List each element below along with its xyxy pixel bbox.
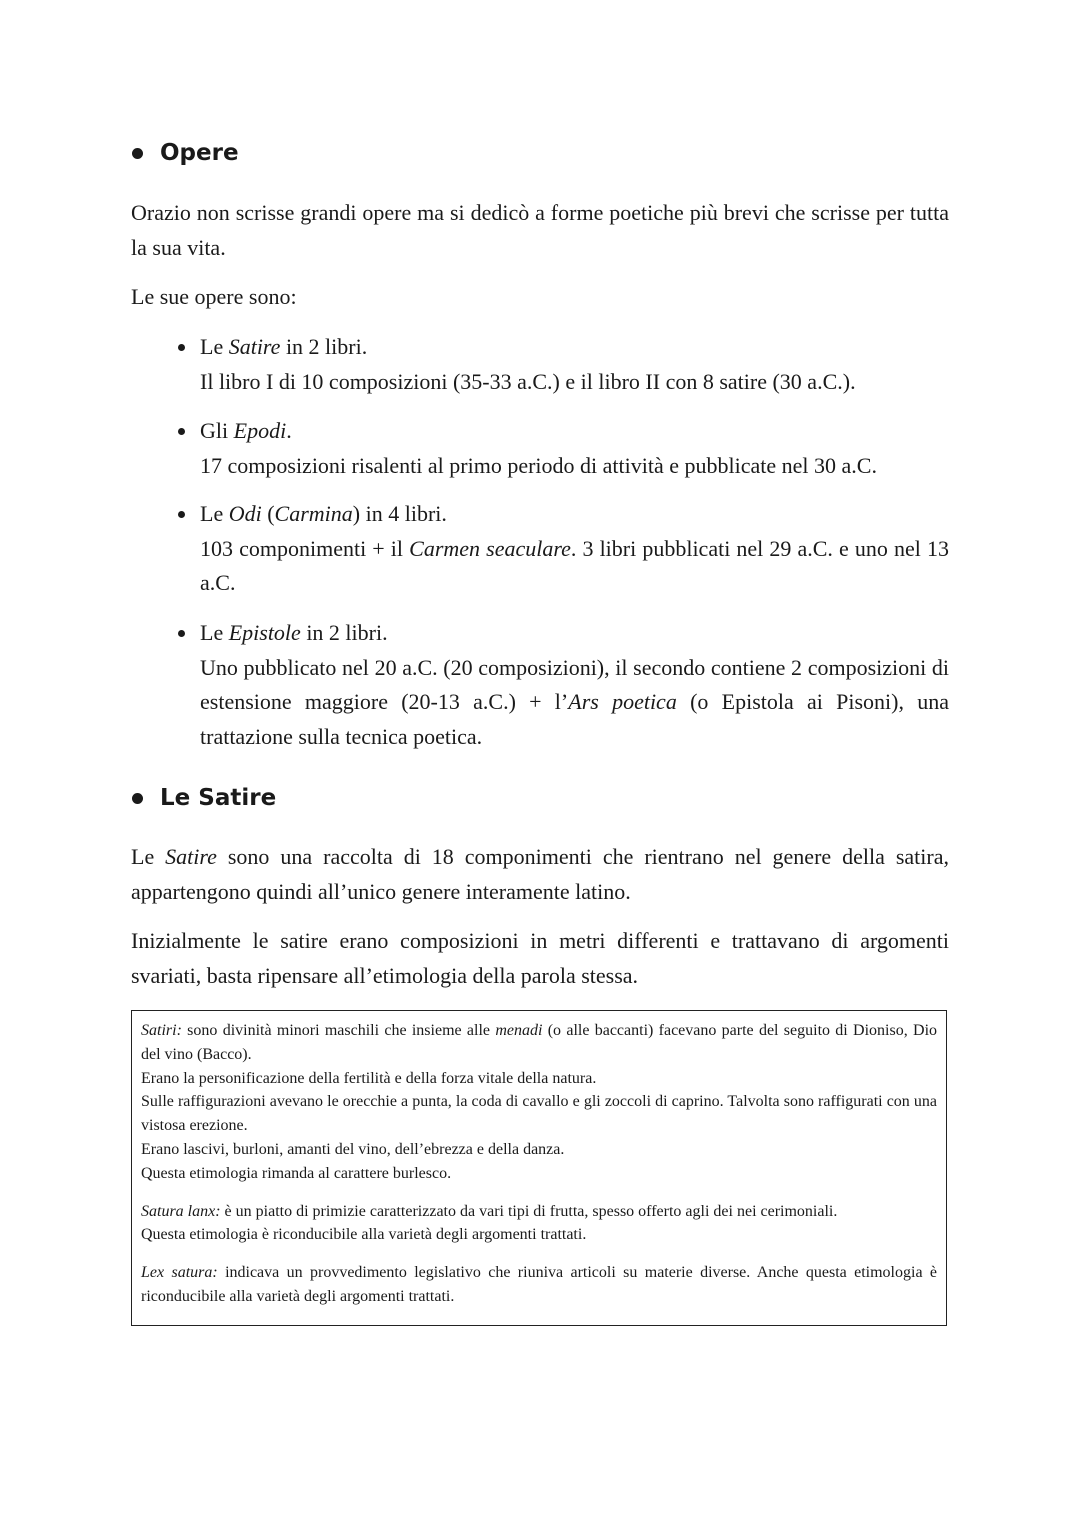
bullet-dot-icon	[178, 344, 185, 351]
heading-le-satire	[132, 785, 276, 811]
bullet-dot-icon	[178, 511, 185, 518]
etymology-note-box	[131, 1010, 947, 1326]
satire-paragraph-2: Inizialmente le satire erano composizioni in metri differenti e trattavano di argomenti svariati, basta ripensare all’etimologia della parola stessa.	[131, 928, 949, 988]
bullet-dot-icon	[178, 630, 185, 637]
term-satura-lanx: Satura lanx:	[141, 1202, 221, 1220]
work-desc-epistole: Uno pubblicato nel 20 a.C. (20 composizioni), il secondo contiene 2 composizioni di estensione maggiore (20-13 a.C.) + l’Ars poetica (o Epistola ai Pisoni), una trattazione sulla tecnica poetica.	[200, 654, 950, 749]
work-title-carmina: Carmina	[274, 501, 353, 526]
work-desc-odi: 103 componimenti + il Carmen seaculare. 3 libri pubblicati nel 29 a.C. e uno nel 13 a.C.	[200, 535, 949, 595]
bullet-dot-icon	[132, 793, 143, 804]
work-desc-epodi: 17 composizioni risalenti al primo periodo di attività e pubblicate nel 30 a.C.	[200, 452, 877, 478]
term-satiri: Satiri:	[141, 1022, 182, 1039]
work-desc-satire: Il libro I di 10 composizioni (35-33 a.C.) e il libro II con 8 satire (30 a.C.).	[200, 368, 856, 394]
heading-le-satire-text: Le Satire	[160, 785, 277, 811]
opere-intro-paragraph: Orazio non scrisse grandi opere ma si dedicò a forme poetiche più brevi che scrisse per tutta la sua vita.	[131, 200, 949, 260]
work-title-odi: Odi	[228, 501, 262, 526]
opere-list-intro: Le sue opere sono:	[131, 284, 297, 309]
heading-opere	[132, 140, 239, 166]
term-lex-satura: Lex satura:	[141, 1264, 218, 1282]
heading-opere-text: Opere	[160, 140, 239, 166]
note-lex-satura: Lex satura: indicava un provvedimento legislativo che riuniva articoli su materie diverse. Anche questa etimologia è riconducibile alla varietà degli argomenti trattati.	[141, 1264, 938, 1305]
note-satiri: Satiri: sono divinità minori maschili che insieme alle menadi (o alle baccanti) facevano parte del seguito di Dioniso, Dio del vino (Bacco). Erano la personificazione della fertilità e della forza vitale della natura. Sulle raffigurazioni avevano le orecchie a punta, la coda di cavallo e gli zoccoli di caprino. Talvolta sono raffigurati con una vistosa erezione. Erano lascivi, burloni, amanti del vino, dell’ebrezza e della danza. Questa etimologia rimanda al carattere burlesco.	[141, 1022, 938, 1182]
document-page: Opere Orazio non scrisse grandi opere ma si dedicò a forme poetiche più brevi che scrisse per tutta la sua vita. Le sue opere sono: Le Satire in 2 libri. Il libro I di 10 composizioni (35-33 a.C.) e il libro II con 8 satire (30 a.C.). Gli Epodi. 17 composizioni risalenti al primo periodo di attività e pubblicate nel 30 a.C. Le Odi (Carmina) in 4 libri. 103 componimenti + il Carmen seaculare. 3 libri pubblicati nel 29 a.C. e uno nel 13 a.C. Le Epistole in 2 libri. Uno pubblicato nel 20 a.C. (20 composizioni), il secondo contiene 2 composizioni di estensione maggiore (20-13 a.C.) + l’Ars poetica (o Epistola ai Pisoni), una trattazione sulla tecnica poetica. Le Satire Le Satire sono una raccolta di 18 componimenti che rientrano nel genere della satira, appartengono quindi all’unico genere interamente latino. Inizialmente le satire erano composizioni in metri differenti e trattavano di argomenti svariati, basta ripensare all’etimologia della parola stessa. Satiri: sono divinità minori maschili che insieme alle menadi (o alle baccanti) facevano parte del seguito di Dioniso, Dio del vino (Bacco). Erano la personificazione della fertilità e della forza vitale della natura. Sulle raffigurazioni avevano le orecchie a punta, la coda di cavallo e gli zoccoli di caprino. Talvolta sono raffigurati con una vistosa erezione. Erano lascivi, burloni, amanti del vino, dell’ebrezza e della danza. Questa etimologia rimanda al carattere burlesco. Satura lanx: è un piatto di primizie caratterizzato da vari tipi di frutta, spesso offerto agli dei nei cerimoniali. Questa etimologia è riconducibile alla varietà degli argomenti trattati. Lex satura: indicava un provvedimento legislativo che riuniva articoli su materie diverse. Anche questa etimologia è riconducibile alla varietà degli argomenti trattati.	[0, 0, 1080, 1527]
note-satura-lanx: Satura lanx: è un piatto di primizie caratterizzato da vari tipi di frutta, spesso offerto agli dei nei cerimoniali. Questa etimologia è riconducibile alla varietà degli argomenti trattati.	[141, 1202, 838, 1244]
work-title-epodi: Epodi	[233, 418, 287, 443]
bullet-dot-icon	[178, 428, 185, 435]
work-title-satire: Satire	[228, 334, 281, 359]
bullet-dot-icon	[132, 148, 143, 159]
satire-paragraph-1: Le Satire sono una raccolta di 18 componimenti che rientrano nel genere della satira, appartengono quindi all’unico genere interamente latino.	[131, 844, 949, 904]
work-title-epistole: Epistole	[228, 620, 301, 645]
